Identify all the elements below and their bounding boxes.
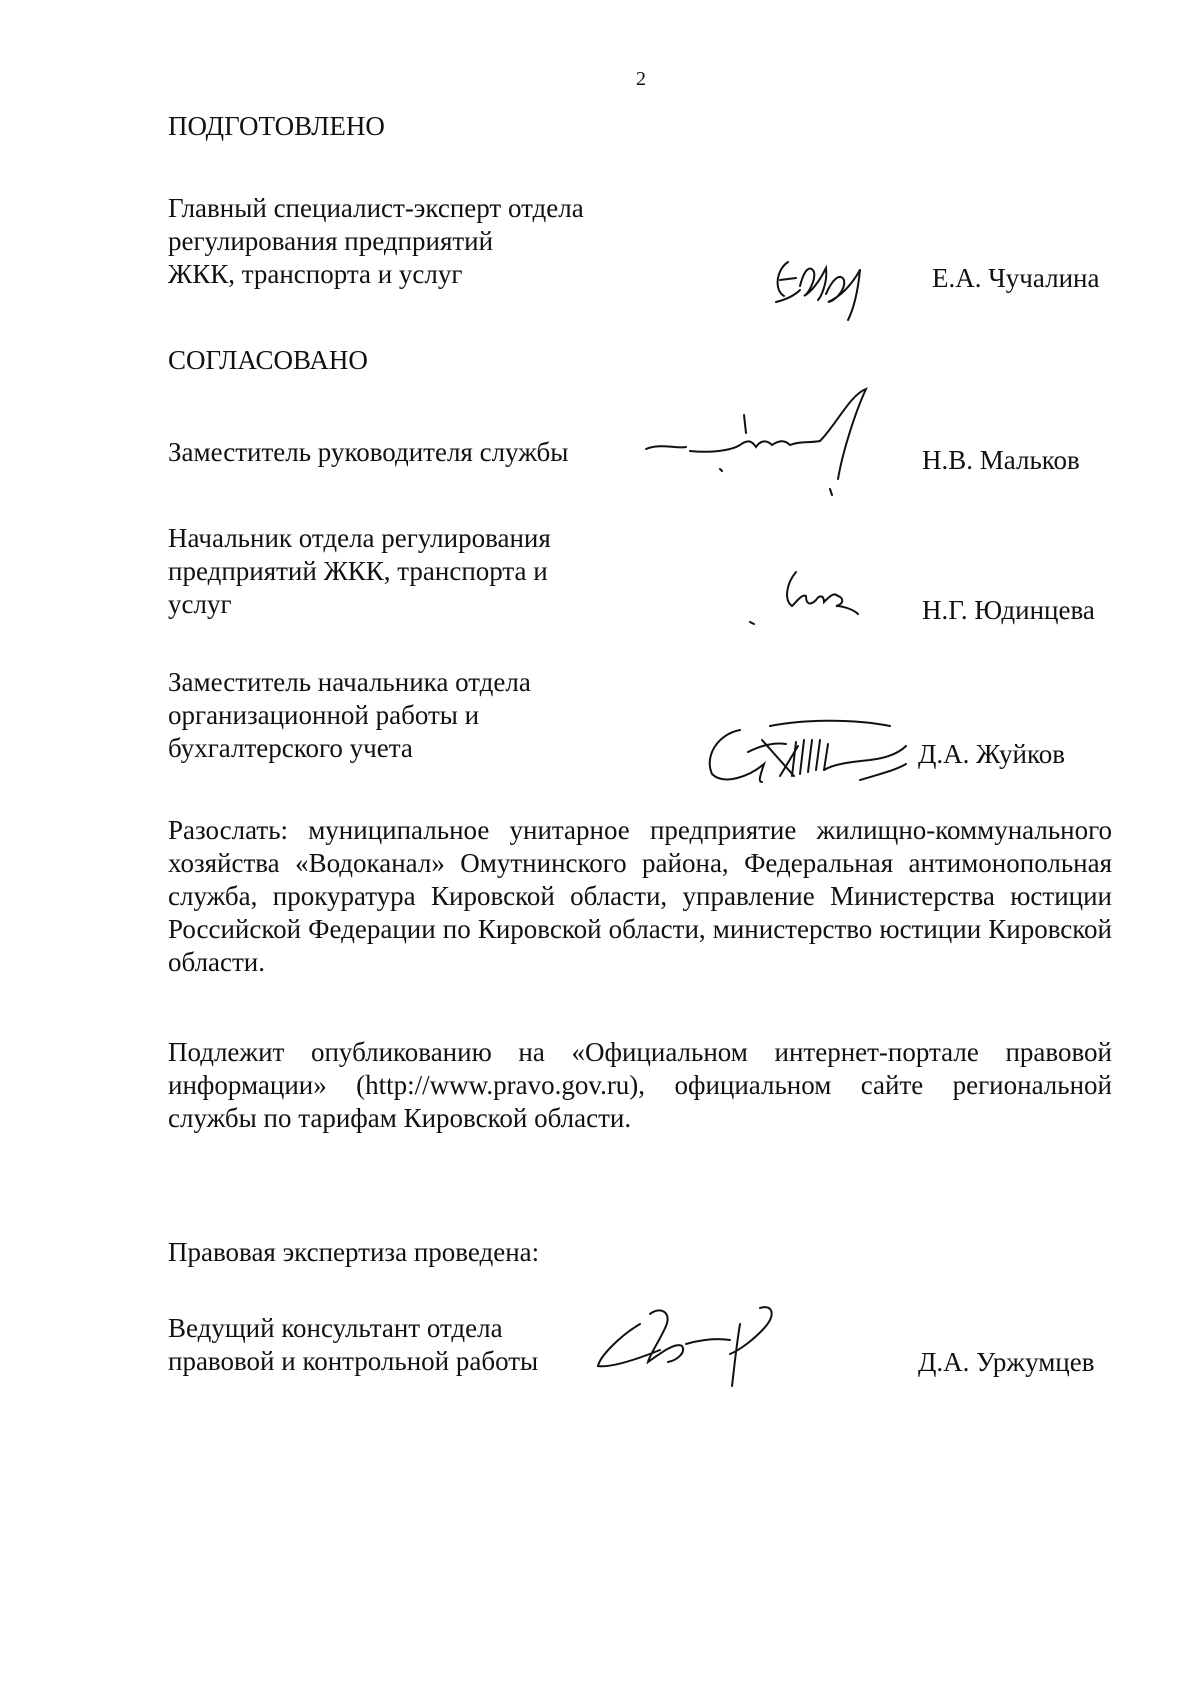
page-number: 2 bbox=[636, 68, 646, 90]
position-line: Начальник отдела регулирования bbox=[168, 523, 551, 553]
prepared-name: Е.А. Чучалина bbox=[932, 263, 1100, 293]
legal-review-position bbox=[168, 1312, 538, 1378]
signature-chuchalina bbox=[770, 250, 880, 325]
position-line: предприятий ЖКК, транспорта и bbox=[168, 556, 548, 586]
distribution-text: Разослать: муниципальное унитарное предприятие жилищно-коммунального хозяйства «Водоканал» Омутнинского района, Федеральная антимонопольная служба, прокуратура Кировской области, управление Министерства юстиции Российской Федерации по Кировской области, министерство юстиции Кировской области. bbox=[168, 815, 1112, 977]
position-line: Заместитель начальника отдела bbox=[168, 667, 531, 697]
signer-position bbox=[168, 666, 531, 765]
prepared-heading: ПОДГОТОВЛЕНО bbox=[168, 111, 385, 141]
position-line: организационной работы и bbox=[168, 700, 480, 730]
publication-paragraph bbox=[168, 1036, 1112, 1135]
legal-review-heading: Правовая экспертиза проведена: bbox=[168, 1237, 540, 1267]
signature-zhuikov bbox=[700, 716, 915, 791]
signature-yudintseva bbox=[740, 566, 870, 631]
signer-position bbox=[168, 522, 551, 621]
signature-urzhumtsev bbox=[590, 1300, 790, 1395]
signer-name: Д.А. Жуйков bbox=[918, 739, 1065, 769]
prepared-position bbox=[168, 192, 584, 291]
position-line: Ведущий консультант отдела bbox=[168, 1313, 503, 1343]
position-line: правовой и контрольной работы bbox=[168, 1346, 539, 1376]
position-line: бухгалтерского учета bbox=[168, 733, 413, 763]
publication-text: Подлежит опубликованию на «Официальном интернет-портале правовой информации» (http://www.pravo.gov.ru), официальном сайте региональной службы по тарифам Кировской области. bbox=[168, 1037, 1112, 1133]
signature-malkov bbox=[640, 385, 900, 500]
position-line: услуг bbox=[168, 589, 232, 619]
position-line: ЖКК, транспорта и услуг bbox=[168, 259, 463, 289]
signer-name: Н.В. Мальков bbox=[922, 445, 1080, 475]
signer-name: Н.Г. Юдинцева bbox=[922, 595, 1095, 625]
position-line: Главный специалист-эксперт отдела bbox=[168, 193, 584, 223]
agreed-heading: СОГЛАСОВАНО bbox=[168, 345, 368, 375]
legal-review-name: Д.А. Уржумцев bbox=[918, 1347, 1095, 1377]
distribution-paragraph bbox=[168, 814, 1112, 979]
position-line: регулирования предприятий bbox=[168, 226, 494, 256]
signer-position: Заместитель руководителя службы bbox=[168, 437, 569, 467]
